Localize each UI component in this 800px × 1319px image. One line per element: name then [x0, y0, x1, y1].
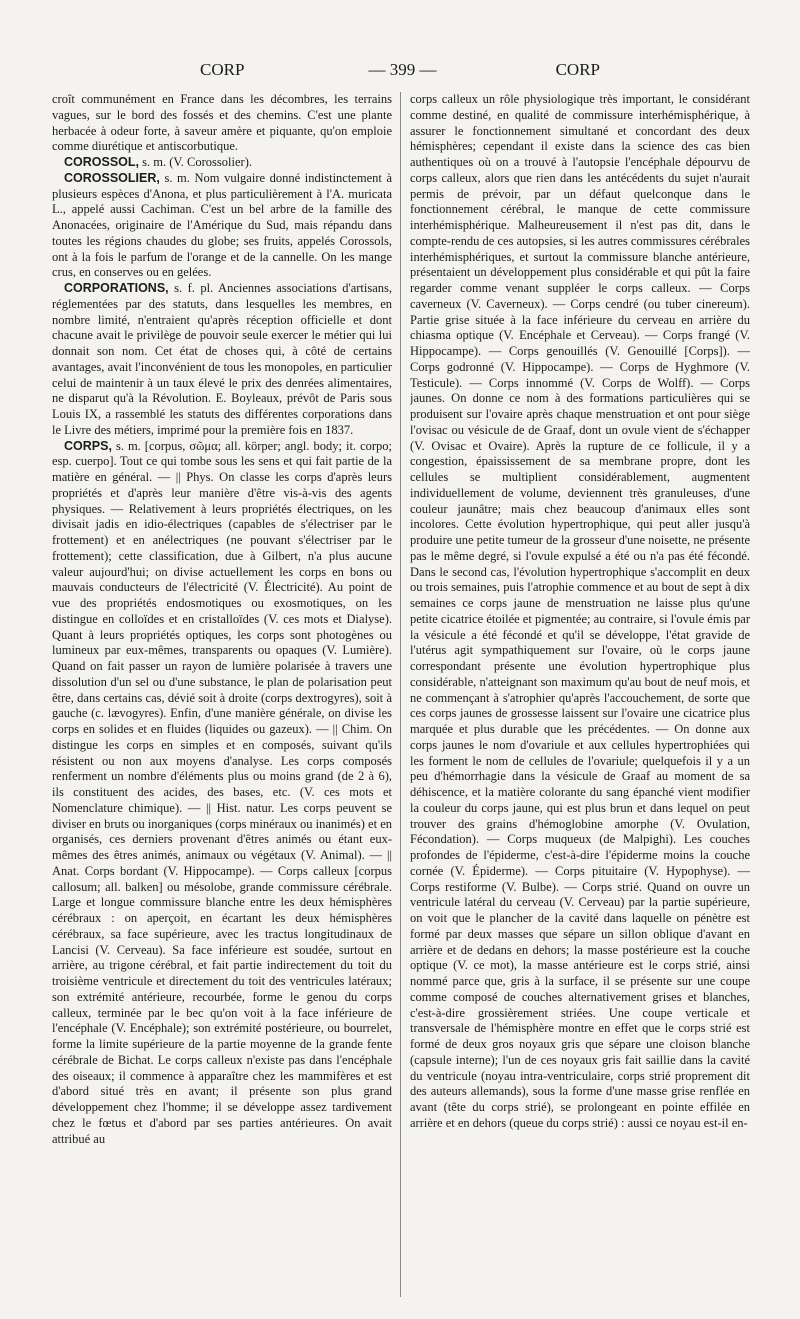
page-number: — 399 — [368, 60, 437, 79]
entry-text: s. f. pl. Anciennes associations d'artisans, réglementées par des statuts, dans lesquelles les membres, en nombre limité, n'entraient qu'après réception officielle et dont chacune avait le privilège de pouvoir seule exercer le métier qui lui donnait son nom. Cet état de choses qui, à côté de certains avantages, avait l'inconvénient de tous les monopoles, en particulier celui de maintenir à un taux élevé le prix des denrées alimentaires, ne disparut qu'à la Révolution. E. Boyleaux, prévôt de Paris sous Louis IX, a rassemblé les statuts des différentes corporations dans le Livre des métiers, imprimé pour la première fois en 1837. [52, 281, 392, 437]
right-column [410, 92, 750, 1297]
entry-text: s. m. [corpus, σῶμα; all. körper; angl. body; it. corpo; esp. cuerpo]. Tout ce qui tombe sous les sens et qui fait partie de la matière en général. — || Phys. On classe les corps d'après leurs propriétés et d'après leur manière d'être vis-à-vis des agents physiques. — Relativement à leurs propriétés électriques, on les divisait jadis en idio-électriques (capables de s'électriser par le frottement) et en anélectriques (ne pouvant s'électriser par le frottement); cette classification, due à Gilbert, n'a plus aucune valeur aujourd'hui; on divise actuellement les corps en bons ou mauvais conducteurs de l'électricité (V. Électricité). Au point de vue des propriétés endosmotiques ou exosmotiques, on les distingue en colloïdes et en cristalloïdes (V. ces mots et Dialyse). Quant à leurs propriétés optiques, les corps sont photogènes ou lumineux par eux-mêmes, transparents ou opaques (V. Lumière). Quand on fait passer un rayon de lumière polarisée à travers une dissolution d'un sel ou d'une substance, le plan de polarisation peut être, dans certains cas, dévié soit à droite (corps dextrogyres), soit à gauche (c. lævogyres). Enfin, d'une manière générale, on divise les corps en solides et en fluides (liquides ou gazeux). — || Chim. On distingue les corps en simples et en composés, suivant qu'ils résistent ou non aux moyens d'analyse. Les corps composés renferment un nombre d'éléments plus ou moins grand (de 2 à 6), ils constituent des acides, des bases, etc. (V. ces mots et Nomenclature chimique). — || Hist. natur. Les corps peuvent se diviser en bruts ou inorganiques (corps minéraux ou inanimés) et en organisés, ces derniers provenant d'êtres animés ou étant eux-mêmes des êtres animés, animaux ou végétaux (V. Animal). — || Anat. Corps bordant (V. Hippocampe). — Corps calleux [corpus callosum; all. balken] ou mésolobe, grande commissure cérébrale. Large et longue commissure blanche entre les deux hémisphères cérébraux : on aperçoit, en écartant les deux hémisphères cérébraux, sa face supérieure, avec les tractus longitudinaux de Lancisi (V. Cerveau). Sa face inférieure est soudée, surtout en arrière, au trigone cérébral, et fait partie indirectement du toit du troisième ventricule et directement du toit des ventricules latéraux; son extrémité antérieure, recourbée, forme le genou du corps calleux, terminée par le bec qu'on voit à la face inférieure de l'encéphale (V. Encéphale); son extrémité postérieure, ou bourrelet, forme la limite supérieure de la partie moyenne de la grande fente cérébrale de Bichat. Le corps calleux n'existe pas dans l'encéphale des oiseaux; il commence à apparaître chez les mammifères et est d'abord situé très en avant; il présente son plus grand développement chez l'homme; il se développe assez tardivement chez le fœtus et d'abord par ses parties antérieures. On avait attribué au [52, 438, 392, 1146]
entry-headword: COROSSOL, [64, 155, 140, 169]
running-header [50, 60, 755, 86]
entry-headword: COROSSOLIER, [64, 170, 160, 185]
entry-headword: CORPS, [64, 438, 112, 453]
left-column [52, 92, 392, 1297]
entry [52, 155, 392, 171]
column-divider [400, 92, 401, 1297]
entry [52, 281, 392, 439]
entry-text: s. m. Nom vulgaire donné indistinctement à plusieurs espèces d'Anona, et plus particulièrement à l'A. muricata L., appelé aussi Cachiman. C'est un bel arbre de la famille des Anonacées, originaire de l'Amérique du Sud, mais répandu dans toutes les régions chaudes du globe; ses fruits, appelés Corossols, ont à la fois le parfum de l'orange et de la cannelle. On les mange crus, en conserves ou en gelées. [52, 170, 392, 280]
header-guide-word-right: CORP [555, 60, 600, 79]
entry-text: corps calleux un rôle physiologique très important, le considérant comme destiné, en qualité de commissure interhémisphérique, à assurer le fonctionnement simultané et concordant des deux hémisphères; cependant il existe dans la science des cas bien authentiques où on a trouvé à l'autopsie l'encéphale dépourvu de corps calleux, alors que rien dans les antécédents du sujet n'aurait permis de prévoir, par un défaut quelconque dans le fonctionnement cérébral, le manque de cette commissure interhémisphérique. Malheureusement il n'est pas dit, dans le compte-rendu de ces autopsies, si les autres commissures cérébrales interhémisphériques, et surtout la commissure blanche antérieure, présentaient un développement plus considérable et qui pût la faire regarder comme venant suppléer le corps calleux. — Corps caverneux (V. Caverneux). — Corps cendré (ou tuber cinereum). Partie grise située à la face inférieure du cerveau en arrière du chiasma optique (V. Encéphale et Cerveau). — Corps frangé (V. Hippocampe). — Corps genouillés (V. Genouillé [Corps]). — Corps godronné (V. Hippocampe). — Corps de Hyghmore (V. Testicule). — Corps innommé (V. Corps de Wolff). — Corps jaunes. On donne ce nom à des formations particulières qui se produisent sur l'ovaire après chaque menstruation et ont pour siège l'ovisac ou vésicule de de Graaf, dont un ovule vient de s'échapper (V. Ovisac et Ovaire). Après la rupture de ce follicule, il y a congestion, épaississement de sa membrane propre, dont les cellules se multiplient considérablement, augmentent individuellement de volume, deviennent très granuleuses, d'une couleur jaunâtre; mais chez beaucoup d'animaux elles sont incolores. Cette évolution hypertrophique, qui peut aller jusqu'à produire une petite tumeur de la grosseur d'une noisette, ne présente pas le même degré, si l'ovule expulsé a été ou n'a pas été fécondé. Dans le second cas, l'évolution hypertrophique s'accomplit en deux ou trois semaines, puis l'atrophie commence et au bout de sept à dix semaines ce corps jaune de menstruation ne laisse plus qu'une petite cicatrice étoilée et pigmentée; au contraire, si l'ovule émis par la vésicule a été fécondé et qu'il se développe, l'état gravide de l'utérus agit sympathiquement sur l'ovaire, où le corps jaune correspondant présente une évolution hypertrophique plus considérable, n'atteignant son maximum qu'au bout de neuf mois, et ne commençant à s'atrophier qu'après l'accouchement, de sorte que ces corps jaunes de grossesse laissent sur l'ovaire une cicatrice plus marquée et plus durable que les précédentes. — On donne aux corps jaunes le nom d'ovariule et aux cellules hypertrophiées qui les forment le nom de cellules de l'ovariule; quelquefois il y a un peu d'hémorrhagie dans la vésicule de Graaf au moment de sa déhiscence, et la matière colorante du sang épanché vient modifier la couleur du corps jaune, qui est plus brun et dans lequel on peut trouver des grains d'hémoglobine amorphe (V. Ovulation, Fécondation). — Corps muqueux (de Malpighi). Les couches profondes de l'épiderme, c'est-à-dire l'épiderme moins la couche cornée (V. Épiderme). — Corps pituitaire (V. Hypophyse). — Corps restiforme (V. Bulbe). — Corps strié. Quand on ouvre un ventricule latéral du cerveau (V. Cerveau) par la partie supérieure, on voit que le plancher de la cavité dans laquelle on pénètre est formé par deux masses que sépare un sillon oblique d'avant en arrière et de dedans en dehors; la masse postérieure est la couche optique (V. ce mot), la masse antérieure est le corps strié, ainsi nommé parce que, gris à la surface, il se présente sur une coupe comme composé de couches alternativement grises et blanches, c'est-à-dire grossièrement striées. Une coupe verticale et transversale de l'hémisphère montre en effet que le corps strié est formé de deux gros noyaux gris que sépare une cloison blanche (capsule interne); l'un de ces noyaux gris fait saillie dans la cavité du ventricule (noyau intra-ventriculaire, corps strié proprement dit des auteurs allemands), sous la forme d'une masse grise renflée en avant (tête du corps strié), se prolongeant en pointe effilée en arrière et en dehors (queue du corps strié) : aussi ce noyau est-il en- [410, 92, 750, 1130]
entry: croît communément en France dans les décombres, les terrains vagues, sur le bord des fossés et des chemins. C'est une plante herbacée à odeur forte, à saveur amère et piquante, qu'on emploie comme diurétique et antiscorbutique. [52, 92, 392, 154]
entry [410, 92, 750, 1132]
entry-headword: CORPORATIONS, [64, 281, 169, 295]
entry [52, 439, 392, 1148]
entry-text: s. m. (V. Corossolier). [142, 155, 252, 169]
header-guide-word-left: CORP [200, 60, 245, 79]
entry [52, 171, 392, 281]
